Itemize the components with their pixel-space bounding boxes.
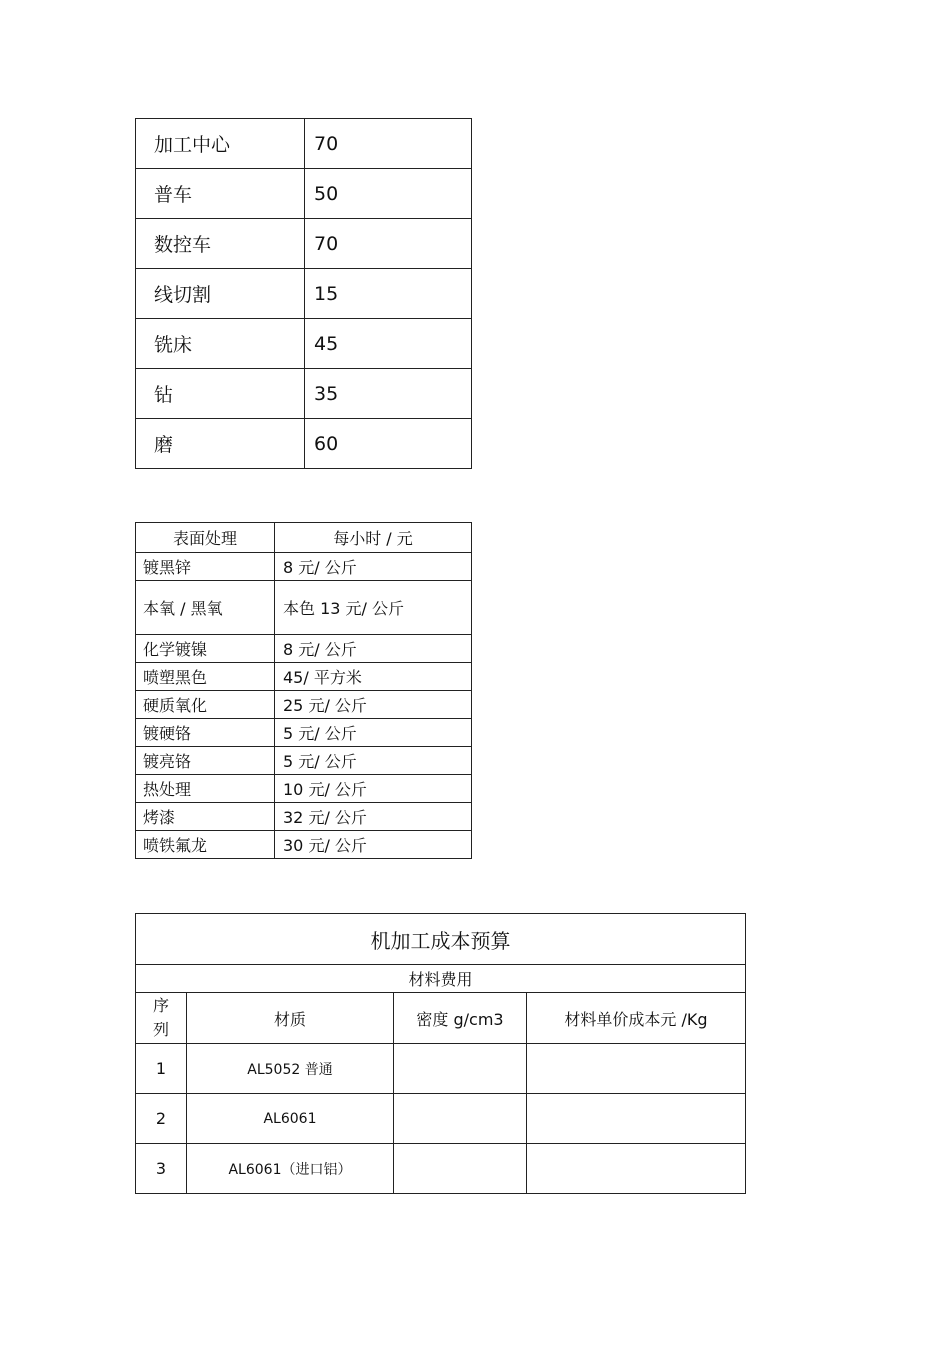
budget-title: 机加工成本预算 [136, 914, 746, 965]
machine-rate: 70 [305, 119, 472, 169]
machine-name: 铣床 [136, 319, 305, 369]
machine-rate: 60 [305, 419, 472, 469]
table-row [136, 747, 472, 775]
treatment-price: 8 元/ 公斤 [275, 553, 472, 581]
machine-rate: 15 [305, 269, 472, 319]
table-row [136, 369, 472, 419]
machine-rate: 70 [305, 219, 472, 269]
surface-treatment-table [135, 522, 472, 859]
machine-name: 加工中心 [136, 119, 305, 169]
unit-cost-cell [527, 1144, 746, 1194]
table-section-row [136, 965, 746, 993]
density-cell [394, 1094, 527, 1144]
table-row [136, 1094, 746, 1144]
table-row [136, 169, 472, 219]
machine-name: 普车 [136, 169, 305, 219]
section-title: 材料费用 [136, 965, 746, 993]
treatment-name: 喷铁氟龙 [136, 831, 275, 859]
column-header-seq [136, 993, 187, 1044]
treatment-price: 本色 13 元/ 公斤 [275, 581, 472, 635]
treatment-name: 硬质氧化 [136, 691, 275, 719]
table-row [136, 553, 472, 581]
treatment-price: 5 元/ 公斤 [275, 719, 472, 747]
treatment-name: 热处理 [136, 775, 275, 803]
table-row [136, 663, 472, 691]
machine-name: 数控车 [136, 219, 305, 269]
table-row [136, 269, 472, 319]
table-row [136, 219, 472, 269]
column-header-price: 每小时 / 元 [275, 523, 472, 553]
table-row [136, 1144, 746, 1194]
table-row [136, 319, 472, 369]
machine-name: 线切割 [136, 269, 305, 319]
column-header-density: 密度 g/cm3 [394, 993, 527, 1044]
column-header-unit-cost: 材料单价成本元 /Kg [527, 993, 746, 1044]
density-cell [394, 1044, 527, 1094]
machine-name: 钻 [136, 369, 305, 419]
table-row [136, 775, 472, 803]
machine-rate: 45 [305, 319, 472, 369]
table-row [136, 581, 472, 635]
table-row [136, 635, 472, 663]
table-row [136, 719, 472, 747]
machine-rate: 50 [305, 169, 472, 219]
treatment-price: 8 元/ 公斤 [275, 635, 472, 663]
table-header-row [136, 523, 472, 553]
material-cell: AL6061 [187, 1094, 394, 1144]
treatment-price: 30 元/ 公斤 [275, 831, 472, 859]
seq-cell: 1 [136, 1044, 187, 1094]
treatment-price: 25 元/ 公斤 [275, 691, 472, 719]
density-cell [394, 1144, 527, 1194]
seq-cell: 2 [136, 1094, 187, 1144]
treatment-name: 烤漆 [136, 803, 275, 831]
column-header-treatment: 表面处理 [136, 523, 275, 553]
machine-rate: 35 [305, 369, 472, 419]
machine-rate-table [135, 118, 472, 469]
unit-cost-cell [527, 1044, 746, 1094]
table-row [136, 1044, 746, 1094]
treatment-name: 镀亮铬 [136, 747, 275, 775]
treatment-name: 镀硬铬 [136, 719, 275, 747]
table-row [136, 831, 472, 859]
treatment-price: 10 元/ 公斤 [275, 775, 472, 803]
table-title-row [136, 914, 746, 965]
seq-cell: 3 [136, 1144, 187, 1194]
treatment-name: 化学镀镍 [136, 635, 275, 663]
material-cell: AL5052 普通 [187, 1044, 394, 1094]
material-cell: AL6061（进口铝） [187, 1144, 394, 1194]
table-row [136, 419, 472, 469]
unit-cost-cell [527, 1094, 746, 1144]
treatment-name: 本氧 / 黑氧 [136, 581, 275, 635]
table-row [136, 119, 472, 169]
column-header-material: 材质 [187, 993, 394, 1044]
machining-budget-table [135, 913, 746, 1194]
seq-header-line2: 列 [152, 1020, 169, 1039]
treatment-name: 喷塑黑色 [136, 663, 275, 691]
treatment-price: 45/ 平方米 [275, 663, 472, 691]
treatment-price: 32 元/ 公斤 [275, 803, 472, 831]
treatment-name: 镀黑锌 [136, 553, 275, 581]
table-row [136, 691, 472, 719]
machine-name: 磨 [136, 419, 305, 469]
treatment-price: 5 元/ 公斤 [275, 747, 472, 775]
seq-header-line1: 序 [152, 996, 169, 1015]
table-row [136, 803, 472, 831]
table-header-row [136, 993, 746, 1044]
